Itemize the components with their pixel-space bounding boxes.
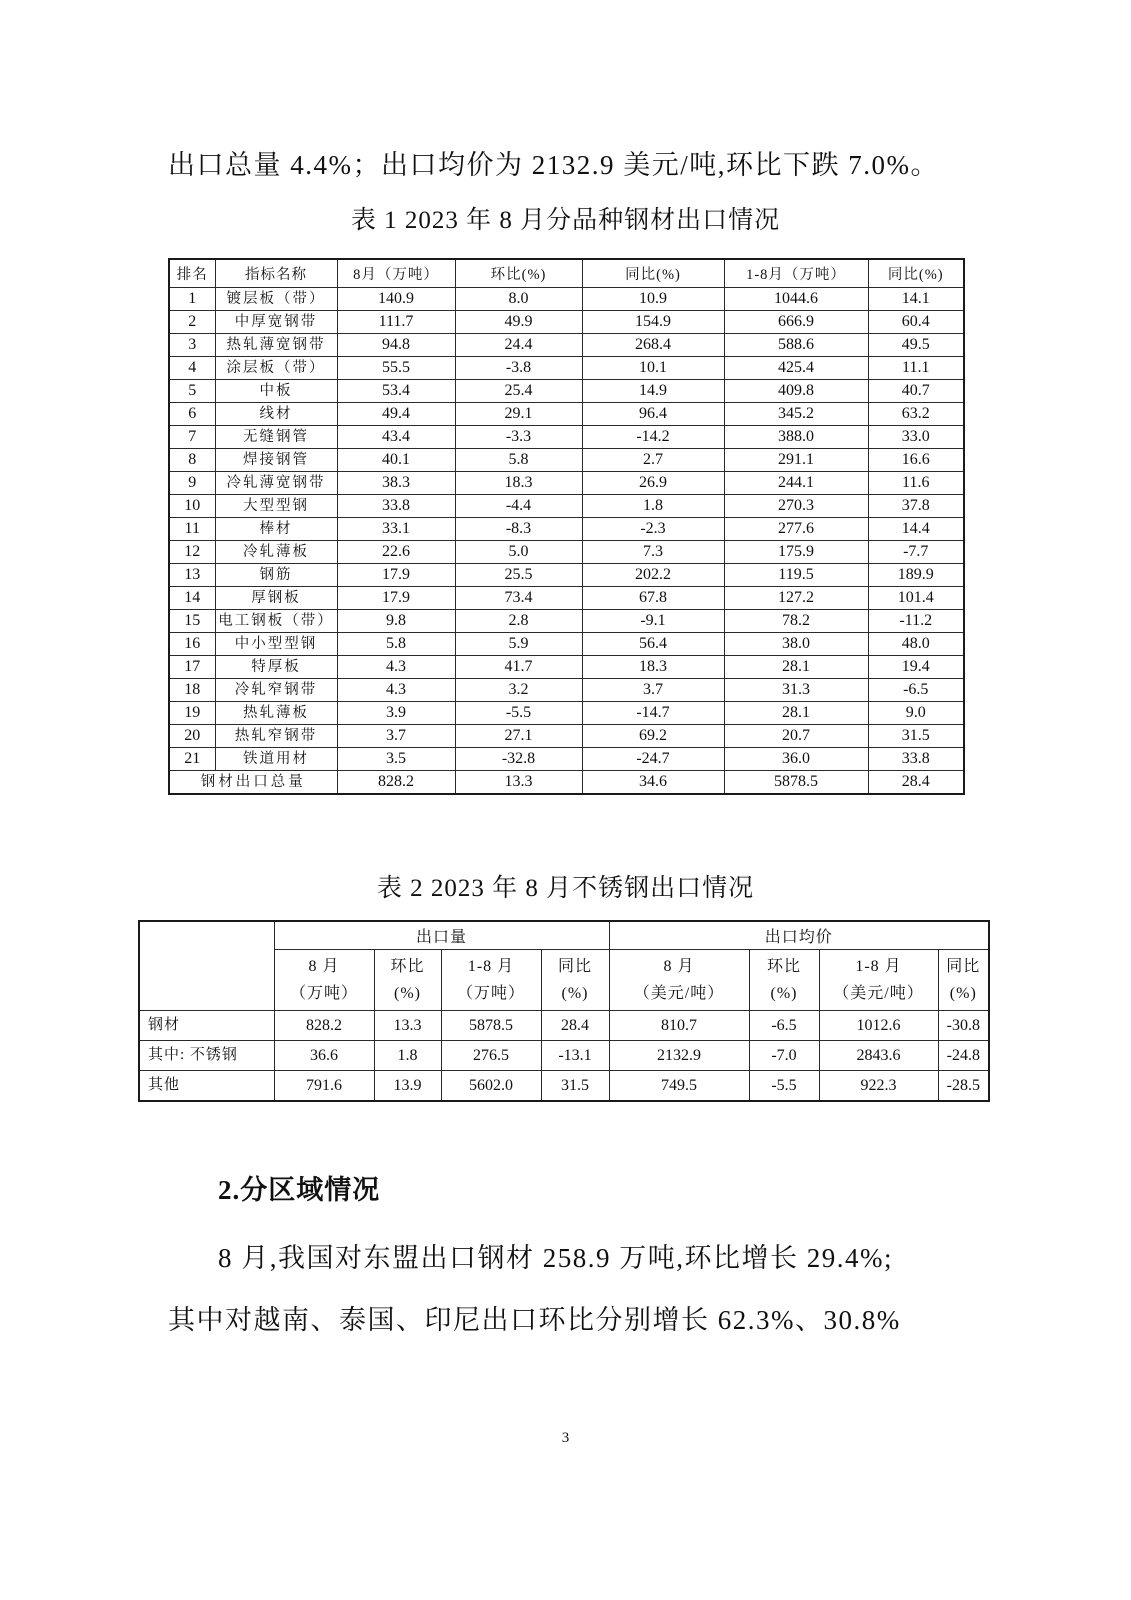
table-cell: 36.6 — [274, 1040, 374, 1070]
table-cell: 1.8 — [374, 1040, 441, 1070]
table-cell: 922.3 — [819, 1070, 938, 1101]
table-cell: 33.8 — [337, 495, 455, 518]
table-cell: 3.7 — [337, 725, 455, 748]
table-cell: 111.7 — [337, 311, 455, 334]
table-cell: 27.1 — [455, 725, 582, 748]
table-cell: 749.5 — [609, 1070, 749, 1101]
table-cell: 56.4 — [582, 633, 724, 656]
table-row — [169, 633, 964, 656]
subheader-line: （万吨） — [456, 984, 525, 1002]
table-cell: 588.6 — [724, 334, 868, 357]
table-cell: 28.1 — [724, 702, 868, 725]
table-cell: 4.3 — [337, 679, 455, 702]
table1-total-label: 钢材出口总量 — [169, 771, 337, 795]
table-cell: 60.4 — [868, 311, 964, 334]
table-cell: 其中: 不锈钢 — [139, 1040, 274, 1070]
table2-sub-aug-vol — [274, 949, 374, 1010]
table-cell: 828.2 — [274, 1010, 374, 1040]
table2-sub-janaug-price — [819, 949, 938, 1010]
table-cell: 270.3 — [724, 495, 868, 518]
table-cell: 其他 — [139, 1070, 274, 1101]
intro-paragraph-line: 出口总量 4.4%；出口均价为 2132.9 美元/吨,环比下跌 7.0%。 — [168, 150, 939, 180]
table-cell: 49.9 — [455, 311, 582, 334]
table-row — [169, 541, 964, 564]
table-cell: 36.0 — [724, 748, 868, 771]
subheader-line: 1-8 月 — [855, 957, 902, 975]
table-cell: 49.4 — [337, 403, 455, 426]
table-cell: 2.8 — [455, 610, 582, 633]
table-row — [169, 311, 964, 334]
table-cell: 13.9 — [374, 1070, 441, 1101]
table-cell: 线材 — [215, 403, 337, 426]
table-cell: 53.4 — [337, 380, 455, 403]
subheader-line: 同比 — [558, 957, 593, 975]
table-cell: 33.1 — [337, 518, 455, 541]
table-cell: 涂层板（带） — [215, 357, 337, 380]
table1-header-row — [169, 259, 964, 288]
subheader-line: (%) — [770, 984, 798, 1002]
subheader-line: 环比 — [390, 957, 425, 975]
table-cell: 1012.6 — [819, 1010, 938, 1040]
table-cell: 21 — [169, 748, 215, 771]
table-cell: 8 — [169, 449, 215, 472]
table-cell: 425.4 — [724, 357, 868, 380]
subheader-line: (%) — [394, 984, 421, 1002]
table2-sub-aug-price — [609, 949, 749, 1010]
table-cell: -14.7 — [582, 702, 724, 725]
table-cell: 7.3 — [582, 541, 724, 564]
table-row — [169, 449, 964, 472]
table-cell: 41.7 — [455, 656, 582, 679]
table-row — [139, 1070, 989, 1101]
table-cell: 3 — [169, 334, 215, 357]
table-row — [169, 288, 964, 311]
table-cell: 25.5 — [455, 564, 582, 587]
table-cell: -2.3 — [582, 518, 724, 541]
table-cell: 13.3 — [374, 1010, 441, 1040]
table-cell: 1 — [169, 288, 215, 311]
table-cell: 409.8 — [724, 380, 868, 403]
table-cell: 3.5 — [337, 748, 455, 771]
table-cell: 345.2 — [724, 403, 868, 426]
table-cell: 63.2 — [868, 403, 964, 426]
table-cell: 20.7 — [724, 725, 868, 748]
table2-title: 表 2 2023 年 8 月不锈钢出口情况 — [376, 875, 755, 902]
table1-steel-exports-by-variety — [168, 258, 965, 795]
table-cell: 12 — [169, 541, 215, 564]
table-cell: 5.8 — [455, 449, 582, 472]
table-cell: 3.7 — [582, 679, 724, 702]
table-row — [169, 656, 964, 679]
table-cell: 22.6 — [337, 541, 455, 564]
table-row — [169, 380, 964, 403]
table-row — [169, 472, 964, 495]
table-cell: 16.6 — [868, 449, 964, 472]
subheader-line: 同比 — [946, 957, 981, 975]
table-cell: 25.4 — [455, 380, 582, 403]
table-cell: 9.0 — [868, 702, 964, 725]
table-row — [169, 518, 964, 541]
table-cell: 冷轧窄钢带 — [215, 679, 337, 702]
table-cell: 7 — [169, 426, 215, 449]
table-cell: 154.9 — [582, 311, 724, 334]
table-cell: 铁道用材 — [215, 748, 337, 771]
table-cell: -6.5 — [749, 1010, 819, 1040]
table-cell: 67.8 — [582, 587, 724, 610]
table-cell: 9.8 — [337, 610, 455, 633]
table-cell: 202.2 — [582, 564, 724, 587]
subheader-line: (%) — [949, 984, 977, 1002]
table-cell: 20 — [169, 725, 215, 748]
table1-header-jan-aug: 1-8月（万吨） — [724, 259, 868, 288]
table-cell: 11.6 — [868, 472, 964, 495]
table-cell: 18.3 — [455, 472, 582, 495]
table-row — [169, 334, 964, 357]
table-cell: 28.1 — [724, 656, 868, 679]
table-row — [169, 564, 964, 587]
table-cell: 厚钢板 — [215, 587, 337, 610]
table-cell: 189.9 — [868, 564, 964, 587]
table-cell: -11.2 — [868, 610, 964, 633]
table1-header-mom: 环比(%) — [455, 259, 582, 288]
table-cell: 钢材 — [139, 1010, 274, 1040]
table-cell: -6.5 — [868, 679, 964, 702]
table-cell: 镀层板（带） — [215, 288, 337, 311]
table-cell: 热轧薄宽钢带 — [215, 334, 337, 357]
table-cell: 2843.6 — [819, 1040, 938, 1070]
table-cell: -5.5 — [455, 702, 582, 725]
table-cell: 29.1 — [455, 403, 582, 426]
table-cell: 14.9 — [582, 380, 724, 403]
table2-group-volume: 出口量 — [274, 921, 609, 949]
table-cell: 无缝钢管 — [215, 426, 337, 449]
table1-header-yoy2: 同比(%) — [868, 259, 964, 288]
table-cell: -4.4 — [455, 495, 582, 518]
table-cell: 15 — [169, 610, 215, 633]
table-cell: 38.3 — [337, 472, 455, 495]
table1-total-row — [169, 771, 964, 795]
table-cell: 31.5 — [541, 1070, 609, 1101]
table-cell: 中厚宽钢带 — [215, 311, 337, 334]
table-cell: 810.7 — [609, 1010, 749, 1040]
table-cell: 2.7 — [582, 449, 724, 472]
table-cell: 175.9 — [724, 541, 868, 564]
table-cell: -3.8 — [455, 357, 582, 380]
table-cell: 1.8 — [582, 495, 724, 518]
table-cell: 55.5 — [337, 357, 455, 380]
table-row — [169, 748, 964, 771]
table-cell: 2 — [169, 311, 215, 334]
table-cell: 1044.6 — [724, 288, 868, 311]
table1-header-rank: 排名 — [169, 259, 215, 288]
table-cell: 9 — [169, 472, 215, 495]
table1-header-aug: 8月（万吨） — [337, 259, 455, 288]
subheader-line: 1-8 月 — [467, 957, 515, 975]
table-cell: 11 — [169, 518, 215, 541]
section2-heading: 2.分区域情况 — [218, 1175, 381, 1205]
table-cell: 94.8 — [337, 334, 455, 357]
subheader-line: 环比 — [767, 957, 802, 975]
table1-total-aug: 828.2 — [337, 771, 455, 795]
table2-sub-yoy-vol — [541, 949, 609, 1010]
table-cell: 18 — [169, 679, 215, 702]
table-row — [169, 725, 964, 748]
table1-total-yoy2: 28.4 — [868, 771, 964, 795]
table1-header-name: 指标名称 — [215, 259, 337, 288]
table-cell: 26.9 — [582, 472, 724, 495]
table-cell: -7.0 — [749, 1040, 819, 1070]
table2-corner-cell — [139, 921, 274, 1010]
table-cell: 13 — [169, 564, 215, 587]
table-cell: -28.5 — [938, 1070, 989, 1101]
page-number: 3 — [561, 1430, 570, 1446]
table-cell: -7.7 — [868, 541, 964, 564]
table-cell: 43.4 — [337, 426, 455, 449]
table-cell: 31.5 — [868, 725, 964, 748]
table-cell: -30.8 — [938, 1010, 989, 1040]
table-cell: 19.4 — [868, 656, 964, 679]
table-cell: 69.2 — [582, 725, 724, 748]
table1-body — [169, 288, 964, 771]
table2-group-header-row — [139, 921, 989, 949]
table-cell: 16 — [169, 633, 215, 656]
table-cell: 96.4 — [582, 403, 724, 426]
table-cell: 291.1 — [724, 449, 868, 472]
table-cell: 大型型钢 — [215, 495, 337, 518]
table-cell: 3.9 — [337, 702, 455, 725]
table-cell: 冷轧薄板 — [215, 541, 337, 564]
table-cell: 127.2 — [724, 587, 868, 610]
table-cell: 6 — [169, 403, 215, 426]
table-cell: 78.2 — [724, 610, 868, 633]
table-cell: 244.1 — [724, 472, 868, 495]
subheader-line: 8 月 — [663, 957, 695, 975]
table-cell: -8.3 — [455, 518, 582, 541]
table-row — [169, 610, 964, 633]
table-cell: 中小型型钢 — [215, 633, 337, 656]
table-cell: 14.4 — [868, 518, 964, 541]
table-cell: 40.7 — [868, 380, 964, 403]
table-cell: 119.5 — [724, 564, 868, 587]
table-row — [169, 426, 964, 449]
table1-total-yoy: 34.6 — [582, 771, 724, 795]
table-cell: 140.9 — [337, 288, 455, 311]
table-row — [169, 702, 964, 725]
table-cell: 5.8 — [337, 633, 455, 656]
table-cell: 19 — [169, 702, 215, 725]
table-row — [139, 1040, 989, 1070]
table-cell: 5 — [169, 380, 215, 403]
table-cell: 焊接钢管 — [215, 449, 337, 472]
table-cell: 8.0 — [455, 288, 582, 311]
table1-title: 表 1 2023 年 8 月分品种钢材出口情况 — [350, 207, 781, 234]
table-cell: 热轧窄钢带 — [215, 725, 337, 748]
table-cell: 28.4 — [541, 1010, 609, 1040]
table-cell: 49.5 — [868, 334, 964, 357]
subheader-line: （万吨） — [289, 984, 358, 1002]
table-cell: 14.1 — [868, 288, 964, 311]
table-cell: -14.2 — [582, 426, 724, 449]
table-cell: 5602.0 — [441, 1070, 541, 1101]
table2-body — [139, 1010, 989, 1101]
table2-sub-mom-vol — [374, 949, 441, 1010]
table-cell: 11.1 — [868, 357, 964, 380]
table-cell: 38.0 — [724, 633, 868, 656]
table-cell: 33.0 — [868, 426, 964, 449]
table-row — [169, 587, 964, 610]
table1-total-mom: 13.3 — [455, 771, 582, 795]
table-cell: -13.1 — [541, 1040, 609, 1070]
table-cell: 冷轧薄宽钢带 — [215, 472, 337, 495]
table-cell: 24.4 — [455, 334, 582, 357]
subheader-line: （美元/吨） — [833, 984, 924, 1002]
table-row — [139, 1010, 989, 1040]
table-cell: 18.3 — [582, 656, 724, 679]
table-cell: 40.1 — [337, 449, 455, 472]
table-cell: 10.1 — [582, 357, 724, 380]
table-cell: -3.3 — [455, 426, 582, 449]
table-row — [169, 357, 964, 380]
table-cell: -24.7 — [582, 748, 724, 771]
table-cell: 48.0 — [868, 633, 964, 656]
table-cell: 101.4 — [868, 587, 964, 610]
table2-sub-mom-price — [749, 949, 819, 1010]
table-cell: 17.9 — [337, 587, 455, 610]
table-row — [169, 679, 964, 702]
table-cell: 791.6 — [274, 1070, 374, 1101]
table-cell: 388.0 — [724, 426, 868, 449]
table2-group-price: 出口均价 — [609, 921, 989, 949]
table-cell: 277.6 — [724, 518, 868, 541]
table-cell: 5.0 — [455, 541, 582, 564]
table-cell: 电工钢板（带） — [215, 610, 337, 633]
table-cell: 3.2 — [455, 679, 582, 702]
table-cell: 4.3 — [337, 656, 455, 679]
table-cell: 热轧薄板 — [215, 702, 337, 725]
table-cell: 73.4 — [455, 587, 582, 610]
table-cell: 5.9 — [455, 633, 582, 656]
table-cell: -5.5 — [749, 1070, 819, 1101]
table1-header-yoy: 同比(%) — [582, 259, 724, 288]
table-cell: 2132.9 — [609, 1040, 749, 1070]
table-cell: 钢筋 — [215, 564, 337, 587]
table-cell: 666.9 — [724, 311, 868, 334]
subheader-line: （美元/吨） — [633, 984, 725, 1002]
section2-paragraph-line2: 其中对越南、泰国、印尼出口环比分别增长 62.3%、30.8% — [168, 1305, 901, 1335]
table-cell: 4 — [169, 357, 215, 380]
table-cell: 276.5 — [441, 1040, 541, 1070]
table-cell: -9.1 — [582, 610, 724, 633]
table-cell: 10.9 — [582, 288, 724, 311]
table-row — [169, 495, 964, 518]
subheader-line: 8 月 — [308, 957, 340, 975]
table-cell: 17 — [169, 656, 215, 679]
table-cell: 10 — [169, 495, 215, 518]
table-cell: 14 — [169, 587, 215, 610]
table2-sub-janaug-vol — [441, 949, 541, 1010]
table-cell: -24.8 — [938, 1040, 989, 1070]
table-cell: 268.4 — [582, 334, 724, 357]
table-row — [169, 403, 964, 426]
table-cell: 33.8 — [868, 748, 964, 771]
table-cell: 特厚板 — [215, 656, 337, 679]
table-cell: 棒材 — [215, 518, 337, 541]
table-cell: 中板 — [215, 380, 337, 403]
table-cell: -32.8 — [455, 748, 582, 771]
table-cell: 31.3 — [724, 679, 868, 702]
table-cell: 17.9 — [337, 564, 455, 587]
table-cell: 37.8 — [868, 495, 964, 518]
section2-paragraph-line1: 8 月,我国对东盟出口钢材 258.9 万吨,环比增长 29.4%; — [218, 1243, 893, 1273]
subheader-line: (%) — [561, 984, 589, 1002]
table2-stainless-steel-exports — [138, 920, 990, 1102]
table-cell: 5878.5 — [441, 1010, 541, 1040]
table1-total-jan-aug: 5878.5 — [724, 771, 868, 795]
table2-sub-yoy-price — [938, 949, 989, 1010]
